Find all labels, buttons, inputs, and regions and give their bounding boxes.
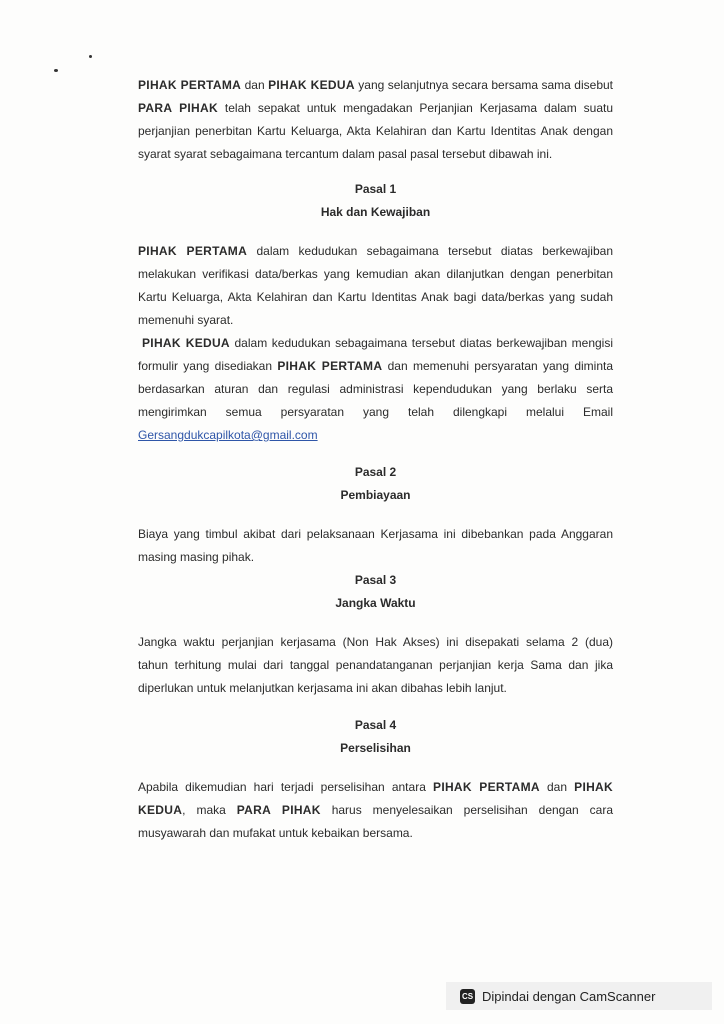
camscanner-watermark: [446, 982, 712, 1010]
pasal-1-paragraph-1: [138, 240, 613, 332]
text-line: diperlukan untuk melanjutkan kerjasama ini akan dibahas lebih lanjut.: [138, 681, 507, 695]
pasal-1-paragraph-2: [138, 332, 613, 447]
pasal-3-number: Pasal 3: [354, 573, 397, 587]
document-body: [138, 74, 613, 845]
text-line: [138, 424, 613, 447]
intro-paragraph: [138, 74, 613, 166]
text-line: KEDUA, maka PARA PIHAK harus menyelesaikan perselisihan dengan cara: [138, 803, 613, 817]
pasal-3-paragraph: [138, 631, 613, 700]
pasal-3-title: Jangka Waktu: [335, 596, 416, 610]
text-line: mengirimkan semua persyaratan yang telah dilengkapi melalui Email: [138, 405, 613, 419]
text-line: masing masing pihak.: [138, 550, 255, 564]
text-line: melakukan verifikasi data/berkas yang kemudian akan dilanjutkan dengan penerbitan: [138, 267, 613, 281]
pasal-4-title: Perselisihan: [340, 741, 411, 755]
pasal-1-number: Pasal 1: [354, 182, 397, 196]
scan-speck: [54, 69, 58, 72]
email-link[interactable]: Gersangdukcapilkota@gmail.com: [138, 428, 318, 442]
text-line: PIHAK PERTAMA dalam kedudukan sebagaimana tersebut diatas berkewajiban: [138, 244, 613, 258]
watermark-label: Dipindai dengan CamScanner: [482, 988, 656, 1004]
text-line: tahun terhitung mulai dari tanggal penandatanganan perjanjian kerja Sama dan jika: [138, 658, 613, 672]
text-line: perjanjian penerbitan Kartu Keluarga, Akta Kelahiran dan Kartu Identitas Anak dengan: [138, 124, 613, 138]
text-line: memenuhi syarat.: [138, 313, 234, 327]
text-line: Biaya yang timbul akibat dari pelaksanaan Kerjasama ini dibebankan pada Anggaran: [138, 527, 613, 541]
text-line: berdasarkan aturan dan regulasi administrasi kependudukan yang berlaku serta: [138, 382, 613, 396]
camscanner-logo-icon: CS: [460, 989, 475, 1004]
text-line: PARA PIHAK telah sepakat untuk mengadakan Perjanjian Kerjasama dalam suatu: [138, 101, 614, 115]
pasal-2-number: Pasal 2: [354, 465, 397, 479]
text-line: PIHAK PERTAMA dan PIHAK KEDUA yang selanjutnya secara bersama sama disebut: [138, 78, 614, 92]
pasal-2-paragraph: [138, 523, 613, 569]
text-line: musyawarah dan mufakat untuk kebaikan bersama.: [138, 826, 413, 840]
pasal-4-number: Pasal 4: [354, 718, 397, 732]
text-line: Jangka waktu perjanjian kerjasama (Non Hak Akses) ini disepakati selama 2 (dua): [138, 635, 613, 649]
text-line: formulir yang disediakan PIHAK PERTAMA dan memenuhi persyaratan yang diminta: [138, 359, 613, 373]
pasal-1-title: Hak dan Kewajiban: [320, 205, 431, 219]
text-line: Apabila dikemudian hari terjadi perselisihan antara PIHAK PERTAMA dan PIHAK: [138, 780, 613, 794]
pasal-4-paragraph: [138, 776, 613, 845]
text-line: Kartu Keluarga, Akta Kelahiran dan Kartu Identitas Anak bagi data/berkas yang sudah: [138, 290, 613, 304]
pasal-2-title: Pembiayaan: [340, 488, 411, 502]
scan-speck: [89, 55, 92, 58]
text-line: syarat syarat sebagaimana tercantum dalam pasal pasal tersebut dibawah ini.: [138, 147, 553, 161]
text-line: PIHAK KEDUA dalam kedudukan sebagaimana tersebut diatas berkewajiban mengisi: [142, 336, 613, 350]
